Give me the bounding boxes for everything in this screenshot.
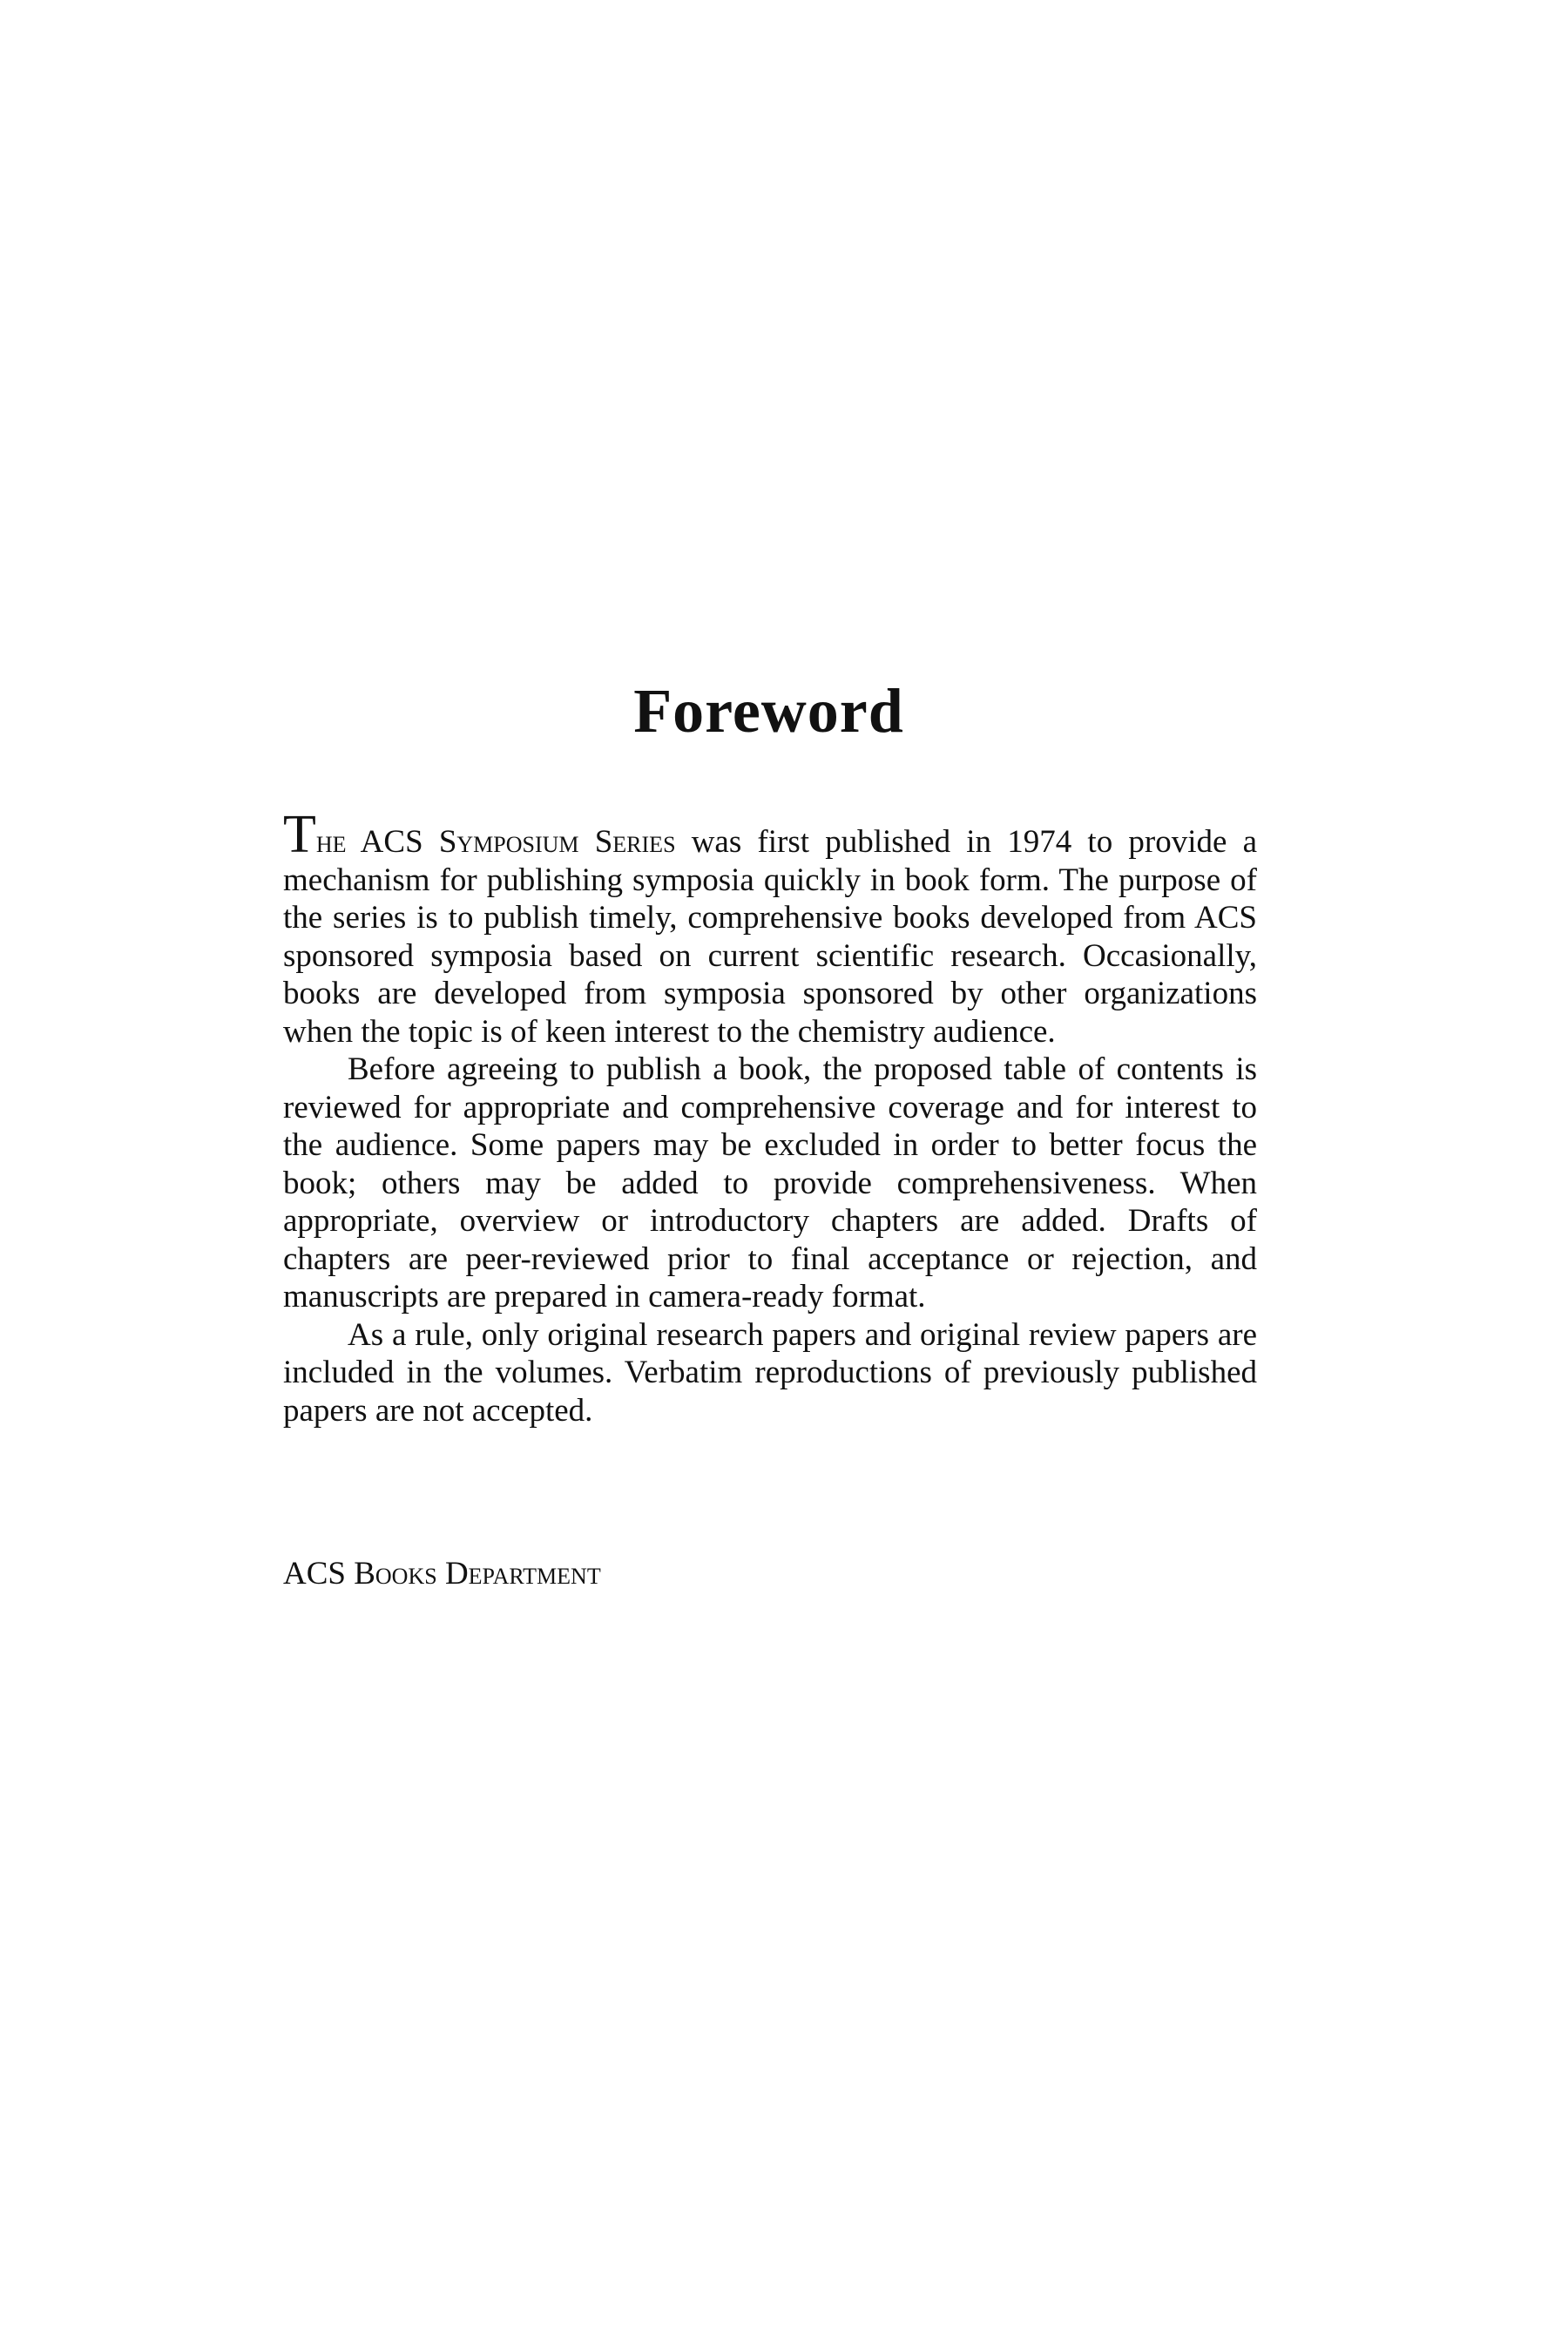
paragraph-1-text: was first published in 1974 to provide a mechanism for publishing symposia quickly in book form. The purpose of the series is to publish timely, comprehensive books developed from ACS sponsored symposia based on current scientific research. Occasionally, books are developed from symposia sponsored by other organizations when the topic is of keen interest to the chemistry audience. xyxy=(283,824,1257,1050)
foreword-body xyxy=(283,805,1257,1429)
drop-cap: T xyxy=(283,805,316,864)
signature: ACS Books Department xyxy=(283,1556,601,1592)
paragraph-1 xyxy=(283,805,1257,1051)
paragraph-2: Before agreeing to publish a book, the proposed table of contents is reviewed for appropriate and comprehensive coverage and for interest to the audience. Some papers may be excluded in order to better focus the book; others may be added to provide comprehensiveness. When appropriate, overview or introductory chapters are added. Drafts of chapters are peer-reviewed prior to final acceptance or rejection, and manuscripts are prepared in camera-ready format. xyxy=(283,1051,1257,1315)
page-title: Foreword xyxy=(633,676,904,746)
paragraph-3: As a rule, only original research papers and original review papers are included in the volumes. Verbatim reproductions of previously published papers are not accepted. xyxy=(283,1316,1257,1429)
series-name: he ACS Symposium Series xyxy=(315,824,676,860)
